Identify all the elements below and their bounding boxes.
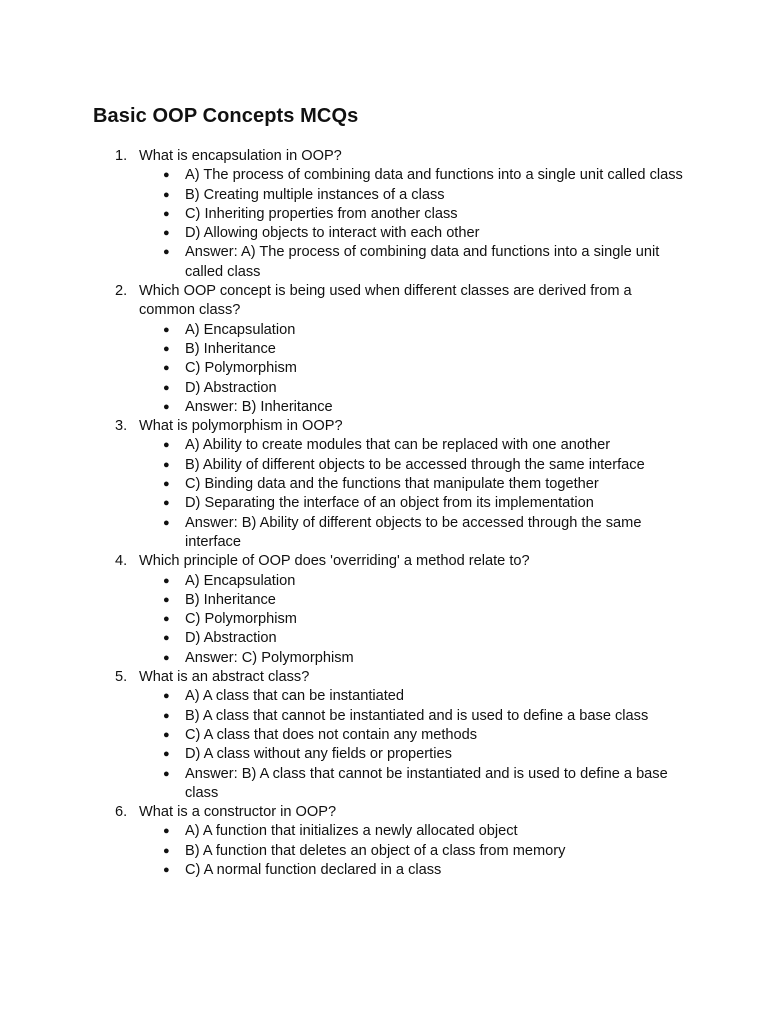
option-list <box>139 436 690 552</box>
bullet-icon: ● <box>163 728 170 741</box>
question-item <box>0 147 690 282</box>
question-item <box>0 803 690 880</box>
option-item <box>163 379 690 398</box>
question-text: Which OOP concept is being used when different classes are derived from a common class? <box>139 283 632 319</box>
question-text: What is an abstract class? <box>139 669 310 686</box>
bullet-icon: ● <box>163 323 170 336</box>
option-text: D) Abstraction <box>185 379 277 396</box>
bullet-icon: ● <box>163 632 170 645</box>
bullet-icon: ● <box>163 207 170 220</box>
option-item <box>163 591 690 610</box>
answer-text: Answer: A) The process of combining data and functions into a single unit called class <box>185 244 660 280</box>
option-item <box>163 475 690 494</box>
bullet-icon: ● <box>163 188 170 201</box>
answer-item <box>163 765 690 804</box>
bullet-icon: ● <box>163 863 170 876</box>
option-item <box>163 861 690 880</box>
option-item <box>163 610 690 629</box>
option-item <box>163 842 690 861</box>
bullet-icon: ● <box>163 169 170 182</box>
question-text: What is polymorphism in OOP? <box>139 418 343 435</box>
bullet-icon: ● <box>163 690 170 703</box>
option-item <box>163 166 690 185</box>
question-text: Which principle of OOP does 'overriding' a method relate to? <box>139 553 530 570</box>
option-item <box>163 687 690 706</box>
option-item <box>163 224 690 243</box>
option-item <box>163 494 690 513</box>
question-number: 2. <box>115 283 128 300</box>
question-item <box>0 552 690 668</box>
bullet-icon: ● <box>163 748 170 761</box>
bullet-icon: ● <box>163 613 170 626</box>
answer-item <box>163 649 690 668</box>
option-text: A) A function that initializes a newly allocated object <box>185 823 518 840</box>
option-text: B) A class that cannot be instantiated and is used to define a base class <box>185 707 649 724</box>
bullet-icon: ● <box>163 400 170 413</box>
option-item <box>163 726 690 745</box>
option-item <box>163 629 690 648</box>
question-item <box>0 282 690 417</box>
option-list <box>139 321 690 417</box>
option-text: B) Ability of different objects to be accessed through the same interface <box>185 456 645 473</box>
option-text: A) Encapsulation <box>185 572 296 589</box>
question-item <box>0 417 690 552</box>
option-list <box>139 166 690 282</box>
question-number: 5. <box>115 669 128 686</box>
option-item <box>163 186 690 205</box>
option-text: B) Inheritance <box>185 591 276 608</box>
option-text: D) A class without any fields or properties <box>185 746 452 763</box>
option-text: C) Inheriting properties from another class <box>185 205 458 222</box>
question-text: What is encapsulation in OOP? <box>139 148 342 164</box>
option-text: D) Abstraction <box>185 630 277 647</box>
option-text: A) Ability to create modules that can be replaced with one another <box>185 437 611 454</box>
option-item <box>163 359 690 378</box>
option-list <box>139 572 690 668</box>
bullet-icon: ● <box>163 342 170 355</box>
answer-item <box>163 243 690 282</box>
bullet-icon: ● <box>163 227 170 240</box>
question-item <box>0 668 690 803</box>
bullet-icon: ● <box>163 246 170 259</box>
option-text: C) A class that does not contain any methods <box>185 726 478 743</box>
answer-item <box>163 514 690 553</box>
option-item <box>163 745 690 764</box>
answer-text: Answer: B) A class that cannot be instantiated and is used to define a base class <box>185 765 668 801</box>
option-list <box>139 822 690 880</box>
question-number: 3. <box>115 418 128 435</box>
bullet-icon: ● <box>163 497 170 510</box>
option-text: B) Inheritance <box>185 340 276 357</box>
answer-text: Answer: C) Polymorphism <box>185 649 354 666</box>
bullet-icon: ● <box>163 709 170 722</box>
bullet-icon: ● <box>163 458 170 471</box>
option-item <box>163 822 690 841</box>
bullet-icon: ● <box>163 574 170 587</box>
bullet-icon: ● <box>163 767 170 780</box>
option-item <box>163 340 690 359</box>
answer-item <box>163 398 690 417</box>
page-title: Basic OOP Concepts MCQs <box>93 105 359 127</box>
option-item <box>163 456 690 475</box>
option-text: C) Polymorphism <box>185 360 297 377</box>
option-text: A) The process of combining data and functions into a single unit called class <box>185 167 683 184</box>
option-item <box>163 436 690 455</box>
option-text: C) A normal function declared in a class <box>185 861 442 878</box>
bullet-icon: ● <box>163 516 170 529</box>
answer-text: Answer: B) Inheritance <box>185 398 333 415</box>
question-number: 6. <box>115 804 128 821</box>
bullet-icon: ● <box>163 362 170 375</box>
bullet-icon: ● <box>163 825 170 838</box>
question-list <box>0 147 690 880</box>
bullet-icon: ● <box>163 593 170 606</box>
option-text: C) Polymorphism <box>185 611 297 628</box>
bullet-icon: ● <box>163 381 170 394</box>
option-text: C) Binding data and the functions that manipulate them together <box>185 476 599 493</box>
option-text: D) Separating the interface of an object from its implementation <box>185 495 594 512</box>
option-item <box>163 707 690 726</box>
answer-text: Answer: B) Ability of different objects to be accessed through the same interface <box>185 514 642 550</box>
option-text: B) Creating multiple instances of a class <box>185 186 445 203</box>
option-item <box>163 205 690 224</box>
question-number: 4. <box>115 553 128 570</box>
bullet-icon: ● <box>163 651 170 664</box>
question-text: What is a constructor in OOP? <box>139 804 337 821</box>
option-item <box>163 572 690 591</box>
option-text: A) Encapsulation <box>185 321 296 338</box>
option-list <box>139 687 690 803</box>
option-text: D) Allowing objects to interact with each other <box>185 225 480 242</box>
bullet-icon: ● <box>163 478 170 491</box>
bullet-icon: ● <box>163 439 170 452</box>
option-text: B) A function that deletes an object of a class from memory <box>185 842 566 859</box>
bullet-icon: ● <box>163 844 170 857</box>
option-text: A) A class that can be instantiated <box>185 688 405 705</box>
question-number: 1. <box>115 148 128 164</box>
option-item <box>163 321 690 340</box>
